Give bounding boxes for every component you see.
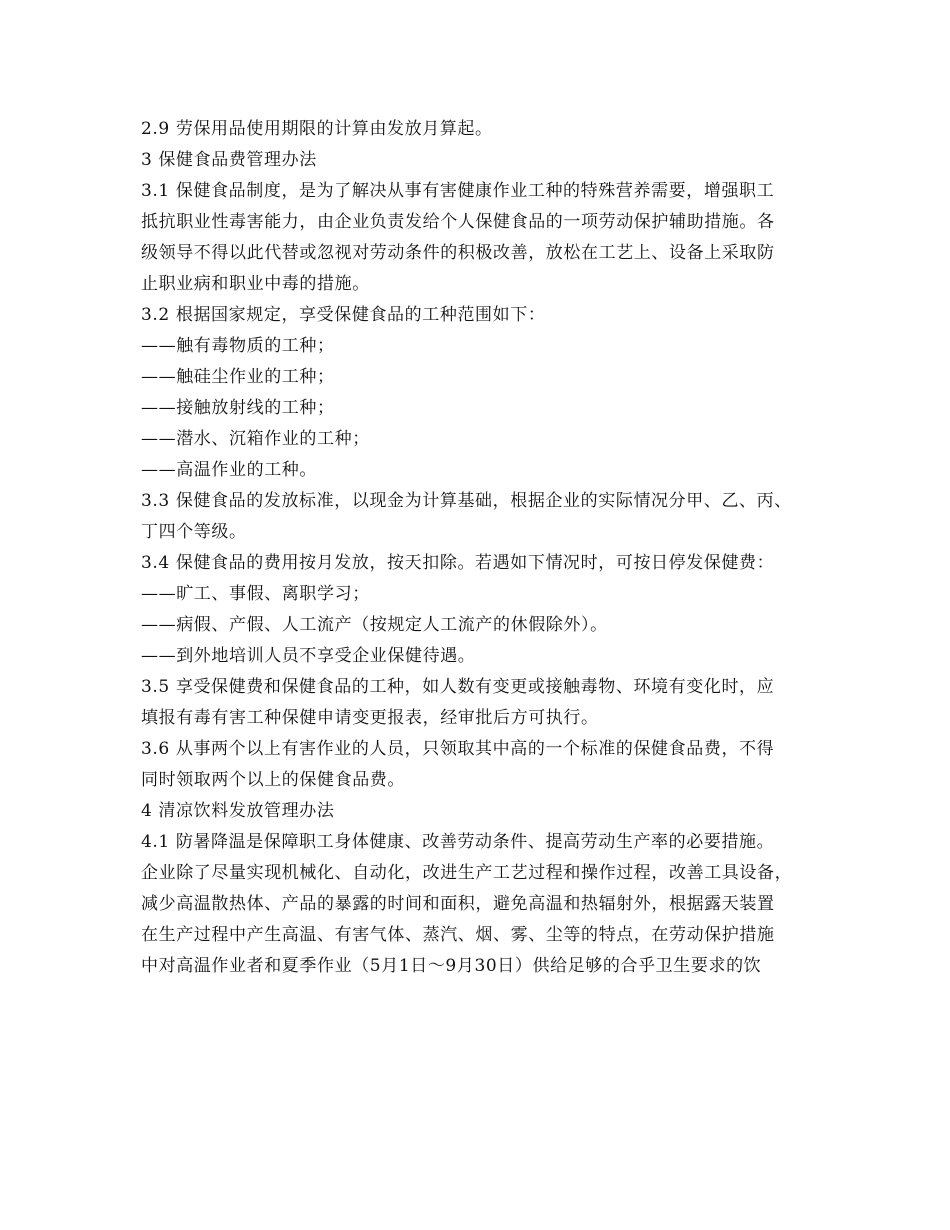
text-line: 3.2 根据国家规定，享受保健食品的工种范围如下： bbox=[141, 305, 546, 325]
list-item: ——潜水、沉箱作业的工种； bbox=[141, 429, 370, 449]
text-line: 止职业病和职业中毒的措施。 bbox=[141, 274, 370, 294]
document-body bbox=[141, 114, 831, 982]
section-heading: 4 清凉饮料发放管理办法 bbox=[141, 801, 335, 821]
text-line: 减少高温散热体、产品的暴露的时间和面积，避免高温和热辐射外，根据露天装置 bbox=[141, 894, 775, 914]
text-line: 3.3 保健食品的发放标准，以现金为计算基础，根据企业的实际情况分甲、乙、丙、 bbox=[141, 491, 792, 511]
text-line: 3.6 从事两个以上有害作业的人员，只领取其中高的一个标准的保健食品费，不得 bbox=[141, 739, 775, 759]
text-line: 同时领取两个以上的保健食品费。 bbox=[141, 770, 405, 790]
text-line: 丁四个等级。 bbox=[141, 522, 247, 542]
text-line: 中对高温作业者和夏季作业（5月1日～9月30日）供给足够的合乎卫生要求的饮 bbox=[141, 956, 762, 976]
list-item: ——高温作业的工种。 bbox=[141, 460, 317, 480]
section-heading: 3 保健食品费管理办法 bbox=[141, 150, 317, 170]
text-line: 3.5 享受保健费和保健食品的工种，如人数有变更或接触毒物、环境有变化时，应 bbox=[141, 677, 775, 697]
text-line: 3.1 保健食品制度，是为了解决从事有害健康作业工种的特殊营养需要，增强职工 bbox=[141, 181, 775, 201]
list-item: ——旷工、事假、离职学习； bbox=[141, 584, 370, 604]
list-item: ——触有毒物质的工种； bbox=[141, 336, 335, 356]
text-line: 级领导不得以此代替或忽视对劳动条件的积极改善，放松在工艺上、设备上采取防 bbox=[141, 243, 775, 263]
text-line: 4.1 防暑降温是保障职工身体健康、改善劳动条件、提高劳动生产率的必要措施。 bbox=[141, 832, 775, 852]
text-line: 2.9 劳保用品使用期限的计算由发放月算起。 bbox=[141, 119, 493, 139]
text-line: 抵抗职业性毒害能力，由企业负责发给个人保健食品的一项劳动保护辅助措施。各 bbox=[141, 212, 775, 232]
list-item: ——触硅尘作业的工种； bbox=[141, 367, 335, 387]
text-line: 在生产过程中产生高温、有害气体、蒸汽、烟、雾、尘等的特点，在劳动保护措施 bbox=[141, 925, 775, 945]
text-line: 3.4 保健食品的费用按月发放，按天扣除。若遇如下情况时，可按日停发保健费： bbox=[141, 553, 775, 573]
list-item: ——病假、产假、人工流产（按规定人工流产的休假除外）。 bbox=[141, 615, 608, 635]
list-item: ——接触放射线的工种； bbox=[141, 398, 335, 418]
list-item: ——到外地培训人员不享受企业保健待遇。 bbox=[141, 646, 476, 666]
text-line: 填报有毒有害工种保健申请变更报表，经审批后方可执行。 bbox=[141, 708, 599, 728]
text-line: 企业除了尽量实现机械化、自动化，改进生产工艺过程和操作过程，改善工具设备， bbox=[141, 863, 793, 883]
